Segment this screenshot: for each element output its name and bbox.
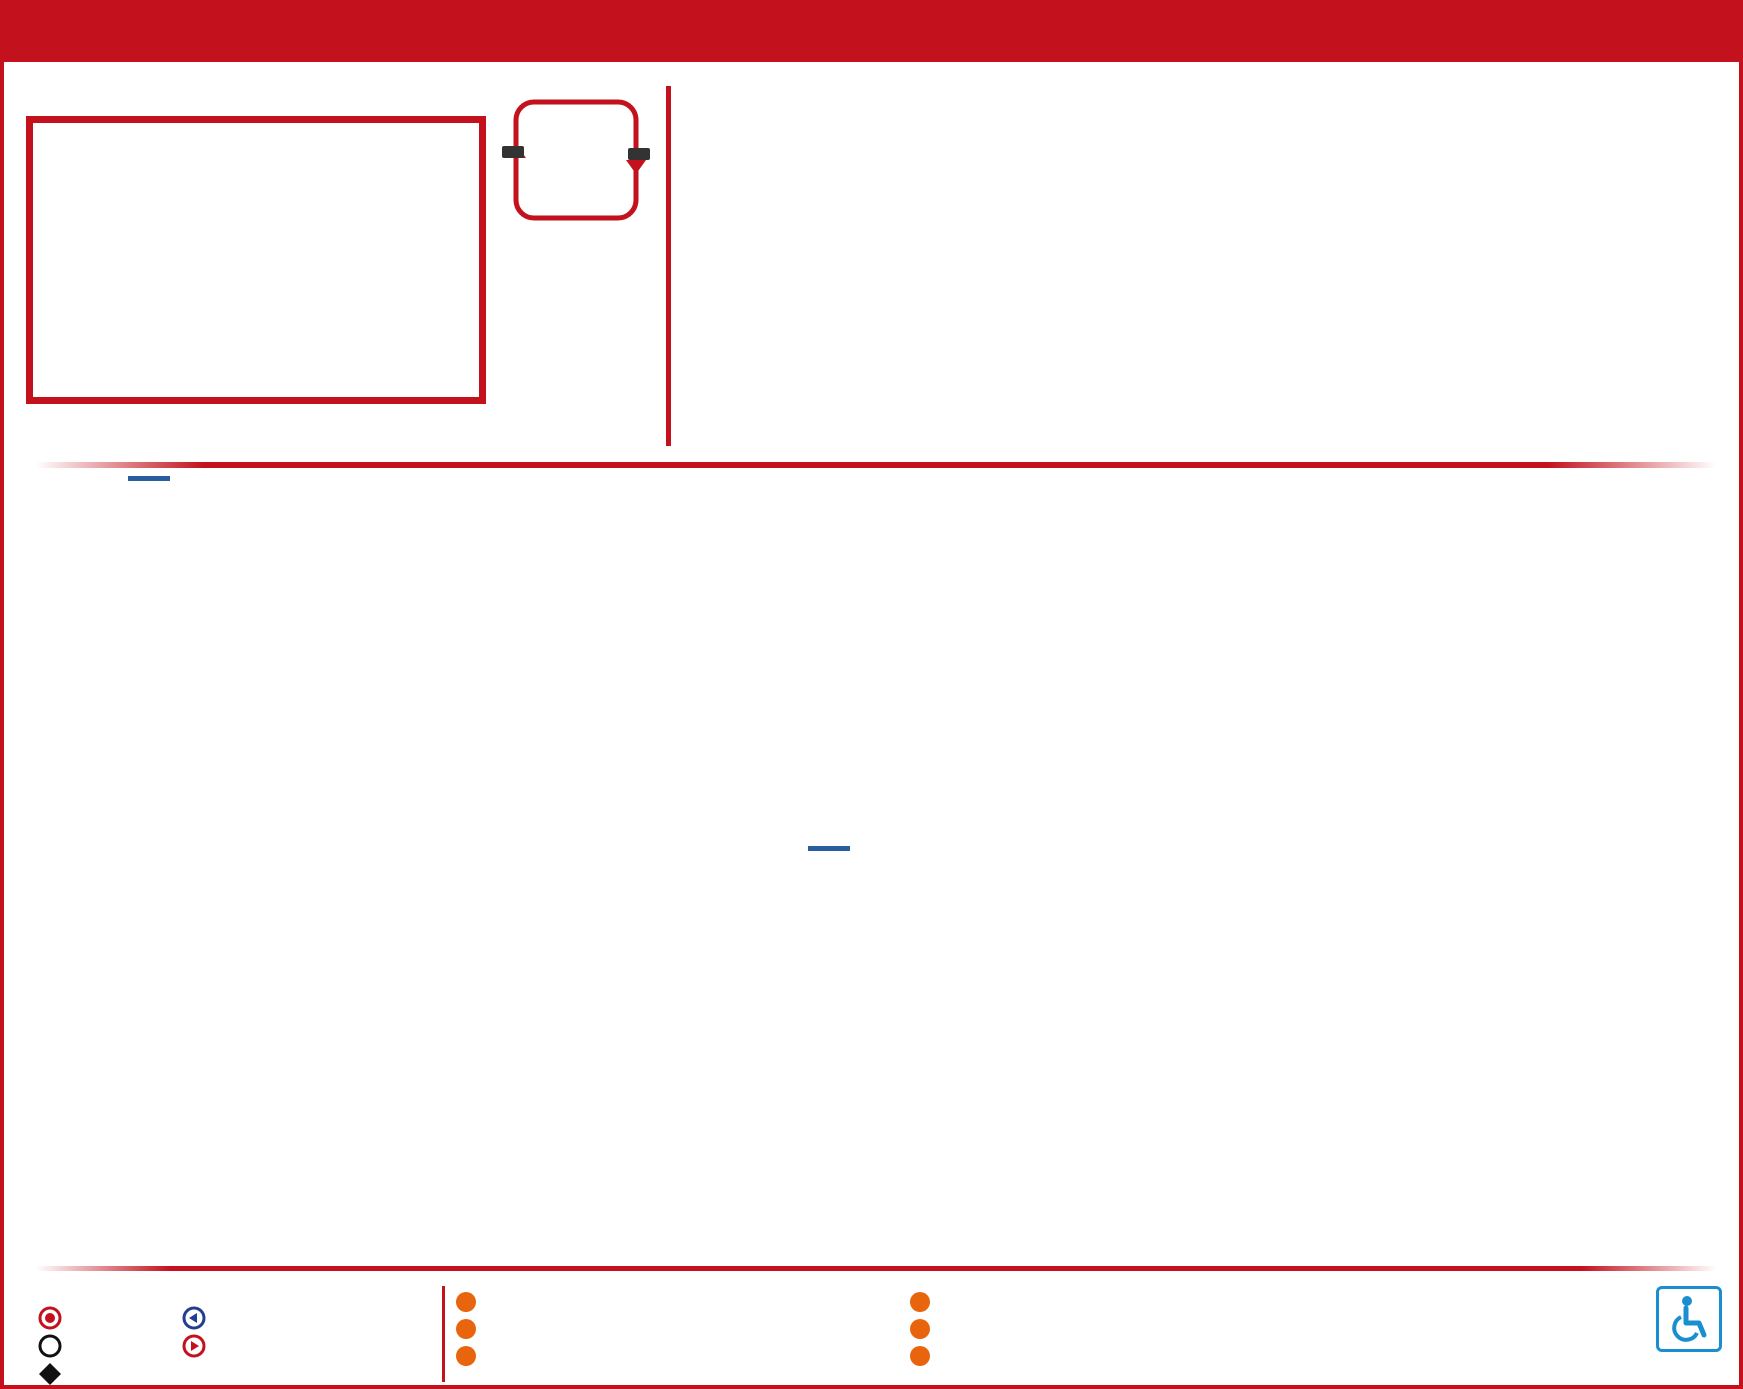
legend-separator: [442, 1286, 445, 1382]
fare-zone-2: [808, 846, 850, 851]
legend-inbound: [182, 1332, 212, 1358]
route-line-diagram: [4, 4, 1743, 1389]
legend-both: [38, 1332, 68, 1358]
low-floor-bus-badge: [1652, 1286, 1726, 1384]
note-6: [910, 1346, 934, 1373]
footer-divider: [36, 1266, 1716, 1271]
zone-label: [810, 848, 848, 849]
both-sides-stop-icon: [38, 1334, 62, 1358]
note-3: [456, 1346, 480, 1373]
terminal-stop-icon: [38, 1306, 62, 1330]
legend-outbound: [182, 1304, 212, 1330]
legend-terminal: [38, 1304, 68, 1330]
inbound-stop-icon: [182, 1334, 206, 1358]
note-1: [456, 1292, 480, 1319]
note-5: [910, 1319, 934, 1346]
legend: [38, 1276, 458, 1386]
note-4: [910, 1292, 934, 1319]
legend-section: [38, 1360, 68, 1386]
note-2: [456, 1319, 480, 1346]
zone-label: [130, 478, 168, 479]
fare-zone-1: [128, 476, 170, 481]
note-badge: [910, 1292, 930, 1312]
section-point-icon: [38, 1362, 62, 1386]
wheelchair-icon: [1656, 1286, 1722, 1352]
note-badge: [456, 1292, 476, 1312]
note-badge: [456, 1346, 476, 1366]
note-badge: [910, 1319, 930, 1339]
outbound-stop-icon: [182, 1306, 206, 1330]
note-badge: [456, 1319, 476, 1339]
note-badge: [910, 1346, 930, 1366]
